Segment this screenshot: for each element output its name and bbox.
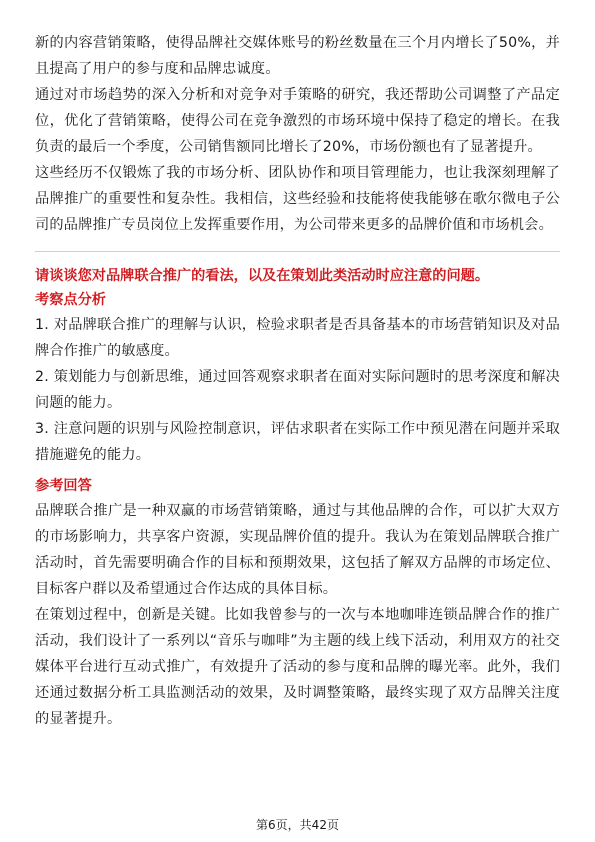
reference-paragraph: 在策划过程中，创新是关键。比如我曾参与的一次与本地咖啡连锁品牌合作的推广活动，我们设计了一系列以“音乐与咖啡”为主题的线上线下活动，利用双方的社交媒体平台进行互动式推广，有效提升了活动的参与度和品牌的曝光率。此外，我们还通过数据分析工具监测活动的效果，及时调整策略，最终实现了双方品牌关注度的显著提升。	[35, 607, 560, 727]
interview-question: 请谈谈您对品牌联合推广的看法，以及在策划此类活动时应注意的问题。	[35, 268, 490, 284]
intro-paragraph: 通过对市场趋势的深入分析和对竞争对手策略的研究，我还帮助公司调整了产品定位，优化了营销策略，使得公司在竞争激烈的市场环境中保持了稳定的增长。在我负责的最后一个季度，公司销售额同比增长了20%，市场份额也有了显著提升。	[35, 87, 560, 155]
analysis-point: 2. 策划能力与创新思维，通过回答观察求职者在面对实际问题时的思考深度和解决问题的能力。	[35, 369, 560, 411]
document-body	[35, 0, 560, 732]
analysis-point: 1. 对品牌联合推广的理解与认识，检验求职者是否具备基本的市场营销知识及对品牌合作推广的敏感度。	[35, 317, 560, 359]
page-number: 第6页，共42页	[256, 818, 339, 832]
analysis-heading: 考察点分析	[35, 292, 106, 308]
reference-heading: 参考回答	[35, 478, 92, 494]
analysis-point: 3. 注意问题的识别与风险控制意识，评估求职者在实际工作中预见潜在问题并采取措施避免的能力。	[35, 421, 560, 463]
reference-paragraph: 品牌联合推广是一种双赢的市场营销策略，通过与其他品牌的合作，可以扩大双方的市场影响力，共享客户资源，实现品牌价值的提升。我认为在策划品牌联合推广活动时，首先需要明确合作的目标和预期效果，这包括了解双方品牌的市场定位、目标客户群以及希望通过合作达成的具体目标。	[35, 503, 560, 597]
section-divider	[35, 251, 560, 252]
intro-paragraph: 新的内容营销策略，使得品牌社交媒体账号的粉丝数量在三个月内增长了50%，并且提高了用户的参与度和品牌忠诚度。	[35, 35, 560, 77]
intro-paragraph: 这些经历不仅锻炼了我的市场分析、团队协作和项目管理能力，也让我深刻理解了品牌推广的重要性和复杂性。我相信，这些经验和技能将使我能够在歌尔微电子公司的品牌推广专员岗位上发挥重要作用，为公司带来更多的品牌价值和市场机会。	[35, 165, 560, 233]
